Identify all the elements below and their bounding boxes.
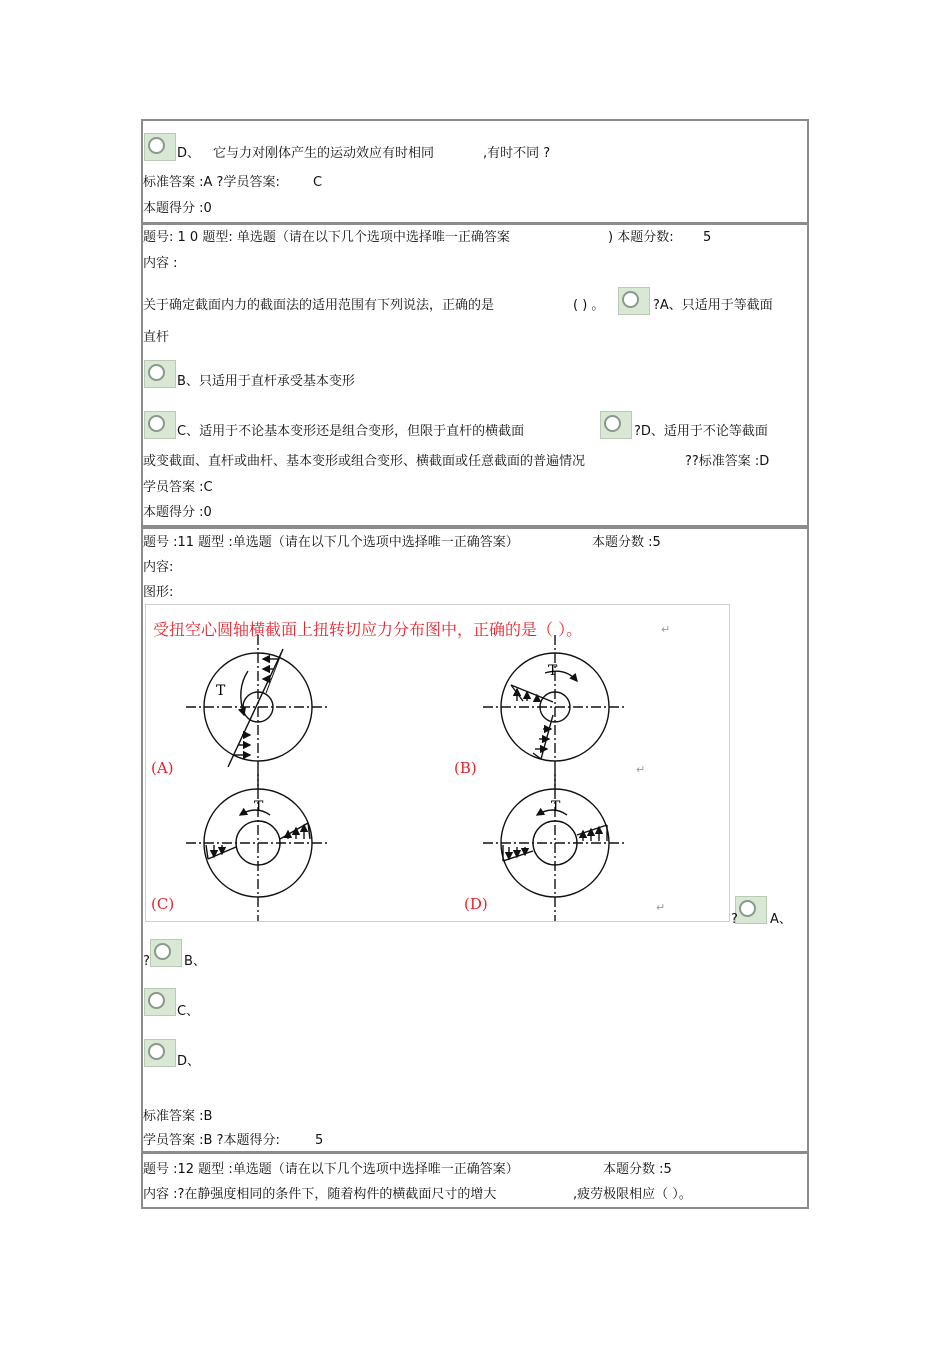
standard-answer: ??标准答案 :D: [685, 454, 770, 469]
question-header-score: 本题分数 :5: [592, 535, 661, 550]
content-label: 内容 :: [143, 256, 178, 271]
student-answer-value: C: [313, 175, 323, 190]
diagram-d: [483, 771, 627, 921]
torque-symbol-b: T: [548, 663, 558, 679]
option-d-radio[interactable]: [600, 411, 632, 439]
option-c-radio[interactable]: [144, 411, 176, 439]
figure-label-c: (C): [151, 895, 175, 913]
score-line: 本题得分 :0: [143, 505, 212, 520]
standard-answer: 标准答案 :B: [143, 1109, 213, 1124]
option-b-radio[interactable]: [150, 939, 182, 967]
figure-label-d: (D): [464, 895, 488, 913]
option-d-radio[interactable]: [144, 133, 176, 161]
question-12-block: [141, 1152, 809, 1209]
question-content-end: ,疲劳极限相应（ ）。: [573, 1187, 692, 1202]
option-d-text: 它与力对刚体产生的运动效应有时相同: [213, 146, 435, 161]
option-d-text-end: ,有时不同 ?: [483, 146, 551, 161]
option-a-radio[interactable]: [735, 896, 767, 924]
question-header: 题号 :11 题型 :单选题（请在以下几个选项中选择唯一正确答案）: [143, 535, 519, 550]
score-line: 本题得分 :0: [143, 201, 212, 216]
torque-symbol-c: T: [254, 799, 264, 815]
question-header: 题号: 1 0 题型: 单选题（请在以下几个选项中选择唯一正确答案: [143, 230, 510, 245]
option-b-radio[interactable]: [144, 360, 176, 388]
question-stem-blank: ( ) 。: [573, 298, 605, 313]
option-d-text: ?D、适用于不论等截面: [634, 424, 768, 439]
figure-label: 图形:: [143, 585, 174, 600]
return-mark-3: ↵: [656, 901, 666, 914]
content-label: 内容:: [143, 560, 174, 575]
option-b-prefix: ?: [143, 954, 150, 969]
answer-line: 标准答案 :A ?学员答案:: [143, 175, 280, 190]
diagram-b: [483, 635, 627, 789]
option-b-text: B、: [184, 954, 206, 969]
torsion-figure: [145, 604, 730, 922]
diagram-c: [186, 771, 330, 921]
torque-symbol-a: T: [216, 683, 226, 699]
option-c-text: C、: [177, 1004, 200, 1019]
figure-label-a: (A): [151, 759, 174, 777]
option-a-text-cont: 直杆: [143, 330, 170, 345]
option-a-prefix: ?: [731, 912, 738, 927]
option-a-radio[interactable]: [618, 287, 650, 315]
figure-label-b: (B): [454, 759, 477, 777]
return-mark-2: ↵: [636, 763, 646, 776]
option-d-radio[interactable]: [144, 1039, 176, 1067]
student-answer: 学员答案 :B ?本题得分:: [143, 1133, 280, 1148]
return-mark-1: ↵: [661, 623, 671, 636]
student-answer: 学员答案 :C: [143, 480, 213, 495]
option-a-text: A、: [770, 912, 792, 927]
torque-symbol-d: T: [551, 799, 561, 815]
option-b-text: B、只适用于直杆承受基本变形: [177, 374, 355, 389]
question-header-score: 本题分数 :5: [603, 1162, 672, 1177]
option-d-text-cont: 或变截面、直杆或曲杆、基本变形或组合变形、横截面或任意截面的普遍情况: [143, 454, 586, 469]
diagram-a: [186, 635, 330, 789]
option-d-prefix: D、: [177, 146, 201, 161]
question-9-block: [141, 119, 809, 224]
figure-title: 受扭空心圆轴横截面上扭转切应力分布图中，正确的是（ ）。: [153, 620, 583, 639]
question-header: 题号 :12 题型 :单选题（请在以下几个选项中选择唯一正确答案）: [143, 1162, 519, 1177]
option-c-radio[interactable]: [144, 988, 176, 1016]
question-stem: 关于确定截面内力的截面法的适用范围有下列说法，正确的是: [143, 298, 495, 313]
question-content: 内容 :?在静强度相同的条件下，随着构件的横截面尺寸的增大: [143, 1187, 497, 1202]
option-a-text: ?A、只适用于等截面: [653, 298, 773, 313]
question-score: 5: [703, 230, 712, 245]
question-10-block: [141, 223, 809, 527]
score-value: 5: [315, 1133, 324, 1148]
option-d-text: D、: [177, 1054, 201, 1069]
torsion-diagrams: [146, 605, 729, 921]
question-header-score-label: ) 本题分数:: [608, 230, 674, 245]
option-c-text: C、适用于不论基本变形还是组合变形，但限于直杆的横截面: [177, 424, 525, 439]
